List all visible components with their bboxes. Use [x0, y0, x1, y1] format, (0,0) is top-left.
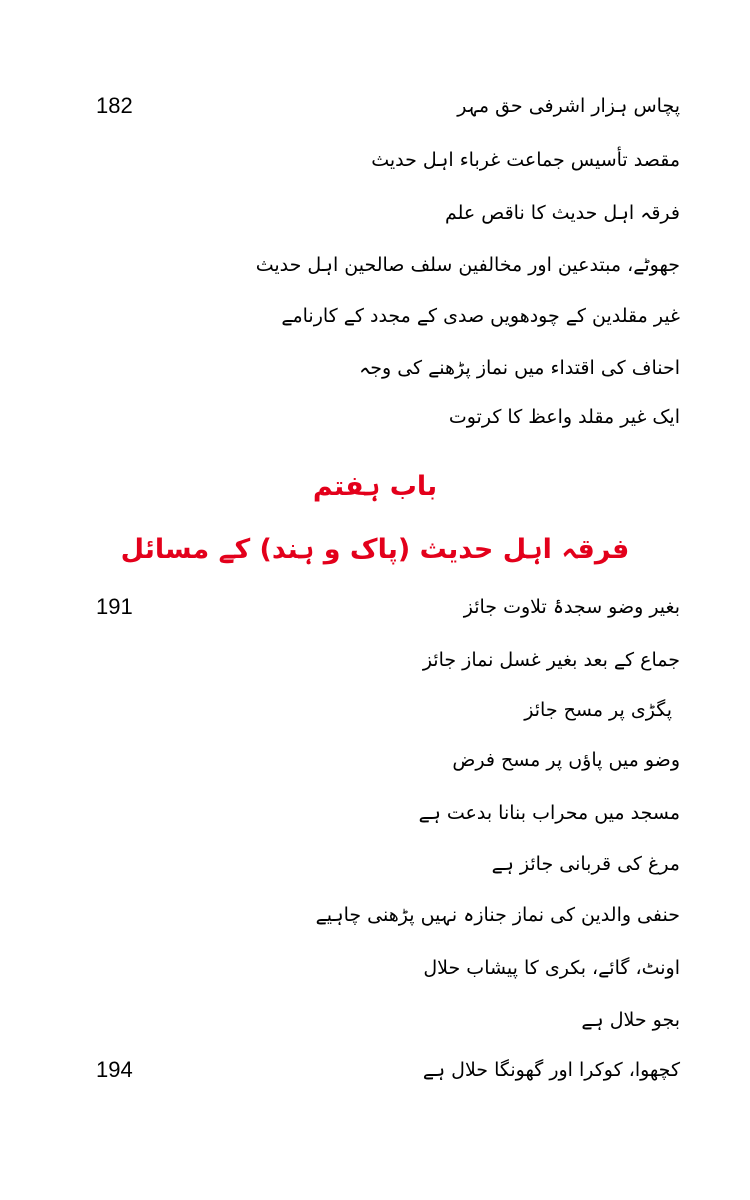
- chapter-title: فرقہ اہل حدیث (پاک و ہند) کے مسائل: [120, 534, 630, 565]
- toc-entry: احناف کی اقتداء میں نماز پڑھنے کی وجہ: [359, 357, 680, 379]
- toc-row: [60, 844, 680, 884]
- toc-entry: جماع کے بعد بغیر غسل نماز جائز: [422, 649, 680, 671]
- toc-row: [60, 895, 680, 935]
- toc-entry: بغیر وضو سجدۂ تلاوت جائز: [463, 596, 680, 618]
- toc-entry: پچاس ہزار اشرفی حق مہر: [457, 95, 680, 117]
- toc-row: [60, 948, 680, 988]
- page-number: 194: [96, 1057, 133, 1082]
- page-number: 191: [96, 594, 133, 619]
- toc-entry: بجو حلال ہے: [581, 1009, 680, 1031]
- toc-entry: مسجد میں محراب بنانا بدعت ہے: [418, 802, 680, 824]
- toc-row: [60, 397, 680, 437]
- toc-row: [60, 640, 680, 680]
- toc-entry: وضو میں پاؤں پر مسح فرض: [452, 749, 680, 771]
- toc-row: [60, 348, 680, 388]
- toc-row: [60, 740, 680, 780]
- toc-row: [60, 296, 680, 336]
- toc-row: [60, 86, 680, 126]
- toc-row: [60, 140, 680, 180]
- toc-entry: مقصد تأسیس جماعت غرباء اہل حدیث: [371, 149, 680, 171]
- toc-entry: فرقہ اہل حدیث کا ناقص علم: [445, 202, 680, 224]
- chapter-label: باب ہفتم: [312, 471, 438, 502]
- toc-row: [60, 793, 680, 833]
- page-number: 182: [96, 93, 133, 118]
- toc-row: [60, 1050, 680, 1090]
- toc-entry: غیر مقلدین کے چودھویں صدی کے مجدد کے کارنامے: [281, 305, 680, 327]
- toc-row: [60, 1000, 680, 1040]
- toc-row: [60, 587, 680, 627]
- toc-entry: مرغ کی قربانی جائز ہے: [491, 853, 680, 875]
- toc-entry: جھوٹے، مبتدعین اور مخالفین سلف صالحین اہل حدیث: [255, 254, 680, 276]
- toc-entry: کچھوا، کوکرا اور گھونگا حلال ہے: [422, 1059, 680, 1081]
- toc-row: [60, 245, 680, 285]
- toc-entry: پگڑی پر مسح جائز: [524, 699, 672, 721]
- toc-row: [60, 193, 680, 233]
- toc-entry: ایک غیر مقلد واعظ کا کرتوت: [448, 406, 680, 428]
- toc-entry: حنفی والدین کی نماز جنازہ نہیں پڑھنی چاہیے: [315, 904, 680, 926]
- toc-row: [60, 690, 680, 730]
- toc-entry: اونٹ، گائے، بکری کا پیشاب حلال: [423, 957, 680, 979]
